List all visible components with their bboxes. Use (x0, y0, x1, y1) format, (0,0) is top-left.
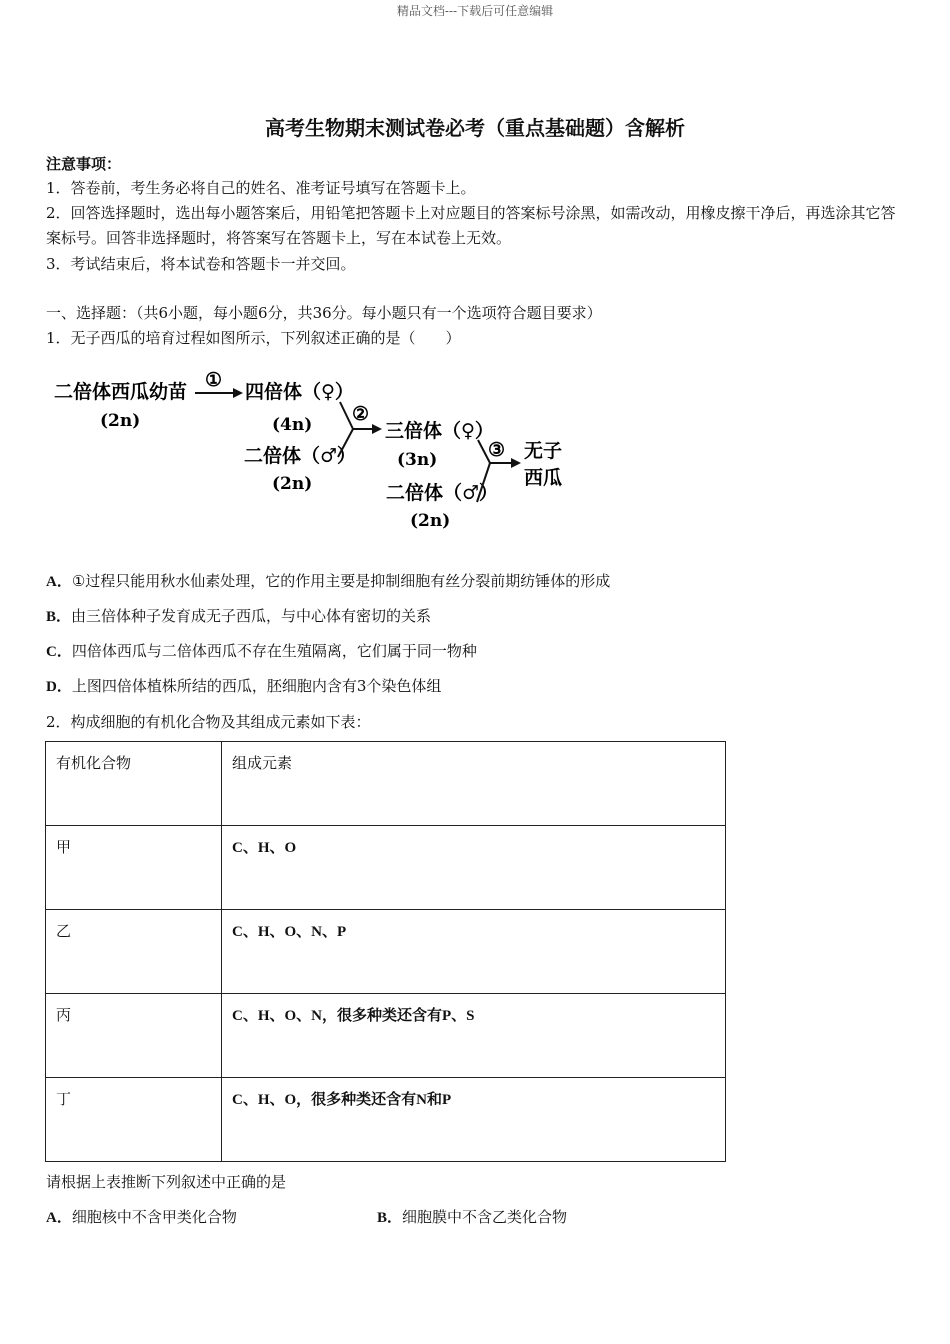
table-header-row (46, 742, 726, 826)
elements-cell: C、H、O、N，很多种类还含有P、S (222, 994, 726, 1078)
notice-item: 3．考试结束后，将本试卷和答题卡一并交回。 (46, 255, 356, 273)
diagram-diploid-male-2-ploidy: (2n) (410, 511, 451, 531)
compound-elements-table (45, 741, 726, 1162)
step-1-arrowhead (233, 388, 243, 398)
compound-cell: 丙 (46, 994, 222, 1078)
step-3-arrowhead (511, 458, 521, 468)
step-2-arrowhead (372, 424, 382, 434)
diagram-diploid-male-2: 二倍体（♂） (386, 482, 499, 504)
diagram-triploid: 三倍体（♀） (385, 420, 494, 442)
elements-cell: C、H、O，很多种类还含有N和P (222, 1078, 726, 1162)
diagram-seedling: 二倍体西瓜幼苗 (54, 381, 188, 403)
table-row (46, 994, 726, 1078)
option-text: 由三倍体种子发育成无子西瓜，与中心体有密切的关系 (71, 607, 432, 625)
compound-cell: 丁 (46, 1078, 222, 1162)
q2-option-b[interactable] (377, 1205, 567, 1230)
notice-heading: 注意事项： (46, 155, 122, 173)
section-heading: 一、选择题：（共6小题，每小题6分，共36分。每小题只有一个选项符合题目要求） (46, 304, 602, 322)
step-1-marker: ① (205, 369, 223, 391)
watermelon-breeding-diagram (50, 362, 570, 537)
option-label: B． (377, 1210, 403, 1226)
table-row (46, 910, 726, 994)
question-2-prompt: 请根据上表推断下列叙述中正确的是 (46, 1173, 287, 1191)
diagram-diploid-male-1-ploidy: (2n) (272, 474, 313, 494)
q1-option-c[interactable] (46, 639, 477, 664)
table-row (46, 1078, 726, 1162)
compound-cell: 乙 (46, 910, 222, 994)
option-label: A． (46, 1210, 72, 1226)
q1-option-b[interactable] (46, 604, 431, 629)
q1-option-d[interactable] (46, 674, 441, 699)
option-text: ①过程只能用秋水仙素处理，它的作用主要是抑制细胞有丝分裂前期纺锤体的形成 (71, 572, 611, 590)
q2-option-a[interactable] (46, 1205, 237, 1230)
option-label: A． (46, 574, 72, 590)
diagram-result-line-2: 西瓜 (524, 467, 563, 489)
question-2-stem: 2．构成细胞的有机化合物及其组成元素如下表： (46, 713, 371, 731)
option-label: B． (46, 609, 72, 625)
table-row (46, 826, 726, 910)
q1-option-a[interactable] (46, 569, 610, 594)
page-header: 精品文档---下载后可任意编辑 (396, 4, 554, 18)
option-text: 细胞膜中不含乙类化合物 (402, 1208, 568, 1226)
table-header-cell: 组成元素 (222, 742, 726, 826)
step-2-marker: ② (352, 403, 370, 425)
diagram-tetraploid: 四倍体（♀） (245, 381, 354, 403)
step-3-marker: ③ (488, 439, 506, 461)
option-label: D． (46, 679, 72, 695)
diagram-tetraploid-ploidy: (4n) (272, 415, 313, 435)
compound-cell: 甲 (46, 826, 222, 910)
option-text: 上图四倍体植株所结的西瓜，胚细胞内含有3个染色体组 (71, 677, 442, 695)
option-text: 细胞核中不含甲类化合物 (71, 1208, 237, 1226)
diagram-seedling-ploidy: (2n) (100, 411, 141, 431)
page-title: 高考生物期末测试卷必考（重点基础题）含解析 (265, 116, 685, 140)
table-header-cell: 有机化合物 (46, 742, 222, 826)
diagram-triploid-ploidy: (3n) (397, 450, 438, 470)
notice-item: 1．答卷前，考生务必将自己的姓名、准考证号填写在答题卡上。 (46, 179, 476, 197)
diagram-diploid-male-1: 二倍体（♂） (244, 445, 357, 467)
question-1-stem: 1．无子西瓜的培育过程如图所示，下列叙述正确的是（ ） (46, 329, 461, 347)
notice-item: 2．回答选择题时，选出每小题答案后，用铅笔把答题卡上对应题目的答案标号涂黑，如需改动，用橡皮擦干净后，再选涂其它答案标号。回答非选择题时，将答案写在答题卡上，写在本试卷上无效。 (46, 204, 896, 247)
elements-cell: C、H、O、N、P (222, 910, 726, 994)
elements-cell: C、H、O (222, 826, 726, 910)
option-label: C． (46, 644, 72, 660)
option-text: 四倍体西瓜与二倍体西瓜不存在生殖隔离，它们属于同一物种 (71, 642, 477, 660)
diagram-result-line-1: 无子 (524, 440, 563, 462)
